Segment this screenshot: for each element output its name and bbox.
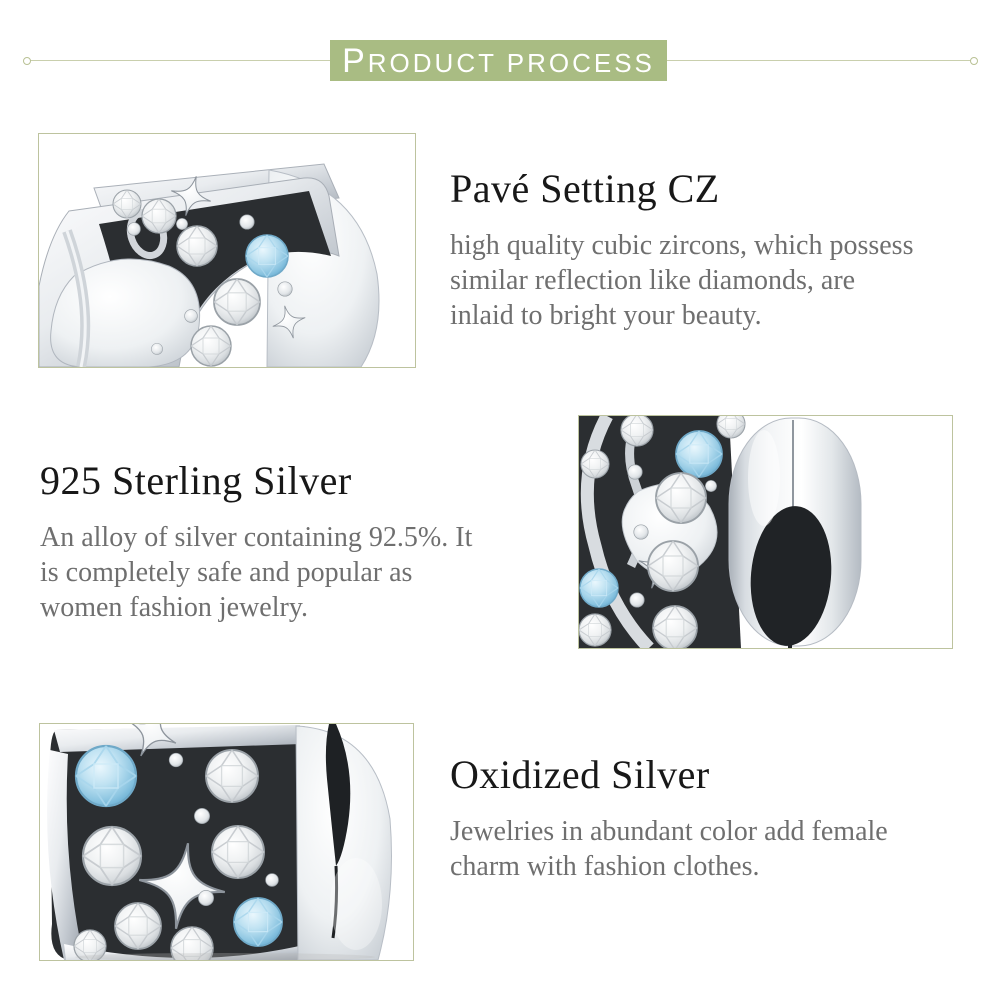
cz-stone [648,541,698,591]
charm-oxidized-bottom-closeup-photo [40,724,413,960]
section-heading: Pavé Setting CZ [450,166,720,211]
section-body [450,228,995,333]
blue-cz-stone [676,431,722,477]
charm-side-view [579,416,861,648]
banner-title-initial: P [342,41,368,80]
section-pave-setting [450,166,995,333]
silver-bead [194,808,209,823]
banner-title-rest: RODUCT PROCESS [367,47,655,78]
cz-stone [581,450,609,478]
silver-bead [151,343,162,354]
cz-stone [83,827,141,885]
section-title-banner [330,40,667,81]
body-line: charm with fashion clothes. [450,851,760,882]
cz-stone [115,903,161,949]
charm-pave-top-closeup-photo [39,134,415,367]
cz-stone [214,279,260,325]
silver-bead [278,282,292,296]
cz-stone [212,826,264,878]
charm-bottom-view [47,724,391,960]
blue-cz-stone [76,746,136,806]
product-photo-frame-3 [39,723,414,961]
divider-end-dot-right [970,57,978,65]
blue-cz-stone [234,898,282,946]
divider-end-dot-left [23,57,31,65]
silver-bead [169,753,183,767]
body-line: similar reflection like diamonds, are [450,265,856,296]
body-line: is completely safe and popular as [40,557,413,588]
cz-stone [656,473,706,523]
cz-stone [191,326,231,366]
silver-bead [198,890,213,905]
body-line: women fashion jewelry. [40,592,308,623]
silver-bead [185,310,198,323]
silver-bead [240,215,254,229]
section-sterling-silver [40,458,585,625]
cz-stone [653,606,697,648]
product-photo-frame-2 [578,415,953,649]
cz-stone [579,614,611,646]
silver-bead [266,874,279,887]
section-oxidized-silver [450,752,995,884]
body-line: An alloy of silver containing 92.5%. It [40,522,473,553]
cz-stone [177,226,217,266]
cz-stone [206,750,258,802]
product-photo-frame-1 [38,133,416,368]
silver-bead [628,465,642,479]
section-body [450,814,995,884]
cz-stone [142,199,176,233]
body-line: inlaid to bright your beauty. [450,300,762,331]
silver-bead [634,525,648,539]
blue-cz-stone [580,569,618,607]
silver-bead [705,480,716,491]
section-heading: 925 Sterling Silver [40,458,352,503]
body-line: high quality cubic zircons, which possess [450,230,914,261]
cz-stone [113,190,141,218]
section-body [40,520,585,625]
charm-side-clip-closeup-photo [579,416,952,648]
blue-cz-stone [246,235,288,277]
silver-bead [176,218,187,229]
section-heading: Oxidized Silver [450,752,710,797]
silver-bead [630,593,644,607]
silver-bead [128,223,141,236]
cz-stone [621,416,653,446]
cz-stone [717,416,745,438]
body-line: Jewelries in abundant color add female [450,816,888,847]
